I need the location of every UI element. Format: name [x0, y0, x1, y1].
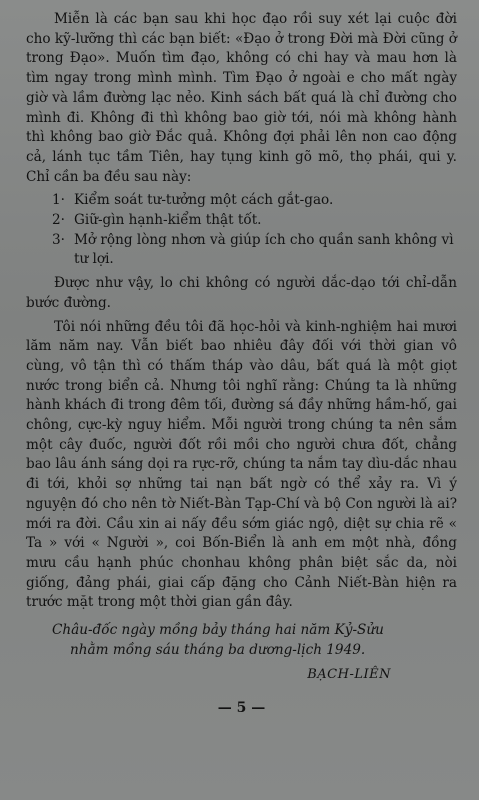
paragraph-2: Được như vậy, lo chi không có người dắc-dạo tới chỉ-dẫn bước đường. — [26, 275, 457, 311]
closing-line-1: Châu-đốc ngày mồng bảy tháng hai năm Kỷ-Sửu — [52, 622, 384, 639]
page-number: — 5 — — [217, 699, 266, 716]
closing-line-2: nhằm mồng sáu tháng ba dương-lịch 1949. — [70, 641, 366, 658]
author-signature: BẠCH-LIÊN — [307, 666, 391, 682]
list-item-text: Kiểm soát tư-tưởng một cách gắt-gao. — [74, 192, 334, 209]
list-item-text: Giữ-gìn hạnh-kiểm thật tốt. — [74, 212, 262, 229]
list-item-1 — [52, 191, 457, 211]
closing-dateline — [26, 621, 457, 660]
list-item-text: Mở rộng lòng nhơn và giúp ích cho quần sanh không vì tư lợi. — [74, 231, 454, 268]
list-item-number: 1· — [52, 192, 65, 209]
list-item-2 — [52, 211, 457, 231]
paragraph-3: Tôi nói những đều tôi đã học-hỏi và kinh-nghiệm hai mươi lăm năm nay. Vẫn biết bao nhiêu đây đối với thời gian vô cùng, vô tận thì có thấm tháp vào dâu, bất quá là một giọt nước trong biển cả. Nhưng tôi nghĩ rằng: Chúng ta là những hành khách đi trong đêm tối, đường sá đầy những hầm-hố, gai chông, cực-kỳ nguy hiểm. Mỗi người trong chúng ta nên sắm một cây đuốc, người đốt rồi mồi cho người chưa đốt, chẳng bao lâu ánh sáng dọi ra rực-rỡ, chúng ta nắm tay dìu-dắc nhau đi tới, khỏi sợ những tai nạn bất ngờ có thể xảy ra. Vì ý nguyện đó cho nên tờ Niết-Bàn Tạp-Chí và bộ Con người là ai? mới ra đời. Cầu xin ai nấy đều sớm giác ngộ, diệt sự chia rẽ « Ta » với « Người », coi Bốn-Biển là anh em một nhà, đồng mưu cầu hạnh phúc chonhau không phân biệt sắc da, nòi giống, đảng phái, giai cấp đặng cho Cảnh Niết-Bàn hiện ra trước mặt trong một thời gian gần đây. — [26, 318, 457, 611]
list-item-number: 3· — [52, 231, 65, 248]
list-item-number: 2· — [52, 212, 65, 229]
paragraph-1: Miễn là các bạn sau khi học đạo rồi suy xét lại cuộc đời cho kỹ-lưỡng thì các bạn biết: «Đạo ở trong Đời mà Đời cũng ở trong Đạo». Muốn tìm đạo, không có chi hay và mau hơn là tìm ngay trong mình mình. Tìm Đạo ở ngoài e cho mất ngày giờ và lầm đường lạc nẻo. Kinh sách bất quá là chỉ đường cho mình đi. Không đi thì không bao giờ tới, nói mà không hành thì không bao giờ Đắc quả. Không đợi phải lên non cao động cả, lánh tục tầm Tiên, hay tụng kinh gõ mõ, thọ phái, qui y. Chỉ cần ba đều sau này: — [26, 11, 457, 185]
list-item-3 — [52, 231, 457, 270]
numbered-list — [52, 191, 457, 270]
